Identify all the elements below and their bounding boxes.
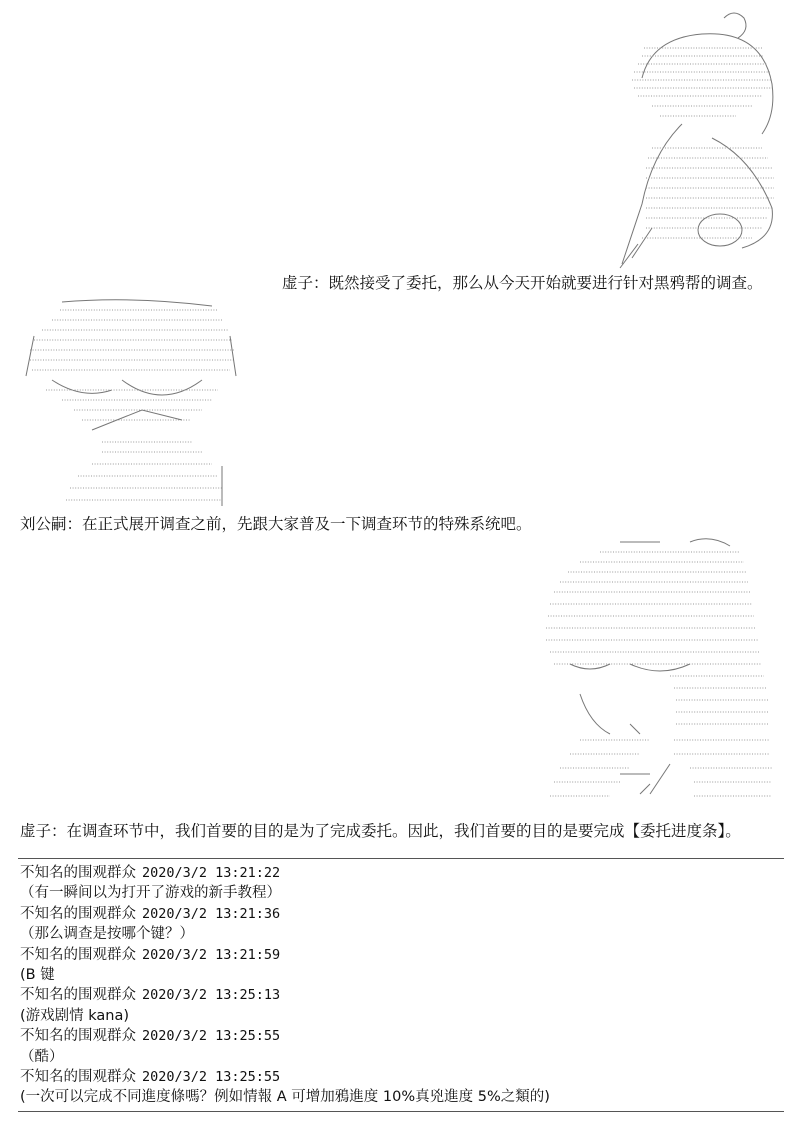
dialogue-line: 虚子：既然接受了委托，那么从今天开始就要进行针对黑鸦帮的调查。 (282, 274, 763, 292)
dialogue-text: 在正式展开调查之前，先跟大家普及一下调查环节的特殊系统吧。 (82, 515, 532, 533)
dialogue-line: 刘公嗣：在正式展开调查之前，先跟大家普及一下调查环节的特殊系统吧。 (20, 515, 532, 533)
comment-user: 不知名的围观群众 (20, 905, 136, 922)
divider-top (18, 858, 784, 859)
comment-header (20, 985, 780, 1005)
comment-text: (B 键 (20, 966, 55, 983)
comment-time: 2020/3/2 13:25:55 (142, 1028, 281, 1045)
comment-time: 2020/3/2 13:25:55 (142, 1068, 281, 1085)
dialogue-text: 在调查环节中，我们首要的目的是为了完成委托。因此，我们首要的目的是要完成【委托进度条】。 (66, 822, 741, 840)
comment-text: （有一瞬间以为打开了游戏的新手教程） (20, 885, 281, 902)
comment-text: (游戏剧情 kana) (20, 1007, 130, 1024)
dialogue-line: 虚子：在调查环节中，我们首要的目的是为了完成委托。因此，我们首要的目的是要完成【委托进度条】。 (20, 822, 741, 840)
dialogue-text: 既然接受了委托，那么从今天开始就要进行针对黑鸦帮的调查。 (328, 274, 763, 292)
comment-header (20, 863, 780, 883)
comment-header (20, 945, 780, 965)
aa-character-liugongsi-icon (22, 296, 242, 510)
comment-header (20, 1026, 780, 1046)
speaker-name: 刘公嗣 (20, 515, 67, 533)
comment-time: 2020/3/2 13:21:36 (142, 905, 281, 922)
comment-user: 不知名的围观群众 (20, 946, 136, 963)
speaker-name: 虚子 (282, 274, 314, 292)
comment-header (20, 904, 780, 924)
comment-text: （那么调查是按哪个键？） (20, 926, 194, 943)
comment-user: 不知名的围观群众 (20, 987, 136, 1004)
speaker-name: 虚子 (20, 822, 52, 840)
comment-user: 不知名的围观群众 (20, 1028, 136, 1045)
comment-user: 不知名的围观群众 (20, 865, 136, 881)
divider-bottom (18, 1111, 784, 1112)
aa-character-xuzi-side-icon (540, 534, 776, 818)
comment-header (20, 1067, 780, 1087)
comment-user: 不知名的围观群众 (20, 1068, 136, 1085)
comment-text: (一次可以完成不同進度條嗎？例如情報 A 可增加鴉進度 10%真兇進度 5%之類的) (20, 1089, 550, 1106)
comment-time: 2020/3/2 13:21:22 (142, 865, 281, 881)
comment-section (20, 863, 780, 1108)
aa-character-xuzi-icon (612, 8, 784, 270)
comment-time: 2020/3/2 13:21:59 (142, 946, 281, 963)
comment-time: 2020/3/2 13:25:13 (142, 987, 281, 1004)
comment-text: （酷） (20, 1048, 64, 1065)
